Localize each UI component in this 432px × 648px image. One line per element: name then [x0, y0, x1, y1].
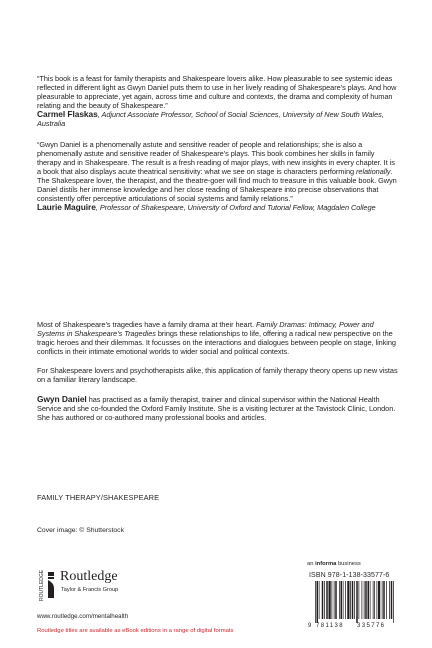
- barcode-bar: [339, 581, 340, 619]
- barcode-bar: [350, 581, 351, 619]
- barcode-bar: [352, 581, 354, 619]
- endorser-role: , Professor of Shakespeare, University of Oxford and Tutorial Fellow, Magdalen College: [95, 203, 376, 213]
- publisher-group: Taylor & Francis Group: [61, 587, 119, 593]
- endorsement-text: [37, 140, 399, 204]
- barcode-bar: [362, 581, 363, 619]
- endorsement-2: [37, 140, 399, 213]
- description-paragraph: [37, 320, 399, 356]
- informa-brand: informa: [315, 561, 337, 567]
- informa-business-label: [307, 561, 361, 567]
- barcode-digit-lead: 9: [308, 623, 312, 629]
- barcode-bar: [378, 581, 380, 619]
- barcode-bar: [343, 581, 344, 619]
- barcode-bar: [391, 581, 393, 619]
- endorsement-1: [37, 74, 399, 129]
- publisher-logo: [37, 567, 157, 609]
- barcode-bar: [382, 581, 383, 619]
- barcode-bar: [324, 581, 325, 619]
- barcode-bar: [393, 581, 394, 623]
- barcode-bar: [365, 581, 367, 619]
- isbn-label: ISBN 978-1-138-33577-6: [309, 572, 390, 579]
- barcode-bar: [383, 581, 385, 619]
- barcode-bar: [386, 581, 387, 619]
- description-paragraph: For Shakespeare lovers and psychotherapists alike, this application of family therapy theory opens up new vistas on a familiar literary landscape.: [37, 366, 398, 385]
- endorsement-emphasis: relationally: [356, 166, 391, 176]
- endorsement-text: “This book is a feast for family therapists and Shakespeare lovers alike. How pleasurable to see systemic ideas reflected in different light as Gwyn Daniel puts them to use in her lively reading of Shakespeare’s plays. And how pleasurable to appreciate, yet again, across time and culture and contexts, the drama and complexity of human relating and the beauty of Shakespeare.”: [37, 74, 397, 111]
- endorsement-text-part: “Gwyn Daniel is a phenomenally astute and sensitive reader of people and relationships; she is also a phenomenally astute and sensitive reader of Shakespeare’s plays. This book combines her skills in family therapy and in Shakespeare. The result is a fresh reading of major plays, with new insights in every chapter. It is a book that also displays acute theatrical sensitivity: what we see on stage is characters performing: [37, 139, 395, 176]
- barcode-bar: [356, 581, 358, 623]
- barcode-bar: [334, 581, 335, 619]
- barcode-bar: [354, 581, 355, 619]
- description-text: Most of Shakespeare’s tragedies have a family drama at their heart.: [37, 320, 256, 329]
- barcode-bar: [329, 581, 331, 619]
- routledge-vertical-mark: ROUTLEDGE: [39, 569, 45, 601]
- barcode-bars: [315, 581, 394, 623]
- isbn-barcode: [307, 571, 400, 629]
- barcode-icon: [307, 581, 400, 629]
- publisher-website: www.routledge.com/mentalhealth: [37, 613, 129, 620]
- informa-suffix: business: [336, 561, 361, 567]
- endorsement-attribution: [37, 203, 399, 212]
- routledge-logo-icon: [37, 567, 57, 603]
- barcode-bar: [374, 581, 375, 619]
- informa-prefix: an: [307, 561, 316, 567]
- barcode-bar: [364, 581, 365, 619]
- endorser-name: Laurie Maguire: [37, 202, 96, 213]
- barcode-digits-right: 335776: [357, 623, 386, 629]
- barcode-bar: [345, 581, 346, 619]
- author-bio-text: has practised as a family therapist, trainer and clinical supervisor within the National Health Service and she co-founded the Oxford Family Institute. She is a visiting lecturer at the Tavistock Clinic, London. She has authored or co-authored many professional books and articles.: [37, 394, 396, 422]
- barcode-bar: [368, 581, 370, 619]
- endorser-role: , Adjunct Associate Professor, School of Social Sciences, University of New South Wales, Australia: [37, 110, 384, 129]
- barcode-bar: [370, 581, 371, 619]
- barcode-digits-left: 781138: [316, 623, 344, 629]
- author-name: Gwyn Daniel: [37, 393, 87, 404]
- subject-category: FAMILY THERAPY/SHAKESPEARE: [37, 493, 160, 502]
- barcode-bar: [332, 581, 333, 619]
- description-text: brings these relationships to life, offering a radical new perspective on the tragic heroes and their dilemmas. It focusses on the interactions and dialogues between people on stage, linking conflicts in their intimate emotional worlds to wider social and political contexts.: [37, 329, 396, 357]
- barcode-bar: [315, 581, 316, 623]
- barcode-bar: [319, 581, 320, 619]
- book-description: [37, 320, 399, 432]
- barcode-bar: [377, 581, 378, 619]
- endorsement-attribution: [37, 110, 399, 128]
- barcode-bar: [341, 581, 343, 619]
- endorsements: [37, 74, 399, 212]
- cover-image-credit: Cover image: © Shutterstock: [37, 527, 124, 534]
- barcode-bar: [317, 581, 319, 623]
- barcode-bar: [373, 581, 374, 619]
- publisher-name: Routledge: [60, 569, 118, 584]
- endorsement-text-part: . The Shakespeare lover, the therapist, and the theatre-goer will find much to treasure in this valuable book. Gwyn Daniel distils her immense knowledge and her close reading of Shakespeare into precise observations that consistently offer perceptive articulations of social systems and family relations.”: [37, 166, 397, 204]
- barcode-bar: [335, 581, 337, 619]
- ebook-note: Routledge titles are available as eBook editions in a range of digital formats: [37, 628, 234, 634]
- barcode-bar: [326, 581, 328, 619]
- author-bio: [37, 395, 399, 422]
- barcode-bar: [389, 581, 390, 619]
- book-title: Family Dramas: Intimacy, Power and Systems in Shakespeare’s Tragedies: [37, 320, 374, 339]
- barcode-bar: [347, 581, 349, 619]
- barcode-bar: [322, 581, 324, 619]
- endorser-name: Carmel Flaskas: [37, 109, 98, 120]
- barcode-bar: [359, 581, 360, 619]
